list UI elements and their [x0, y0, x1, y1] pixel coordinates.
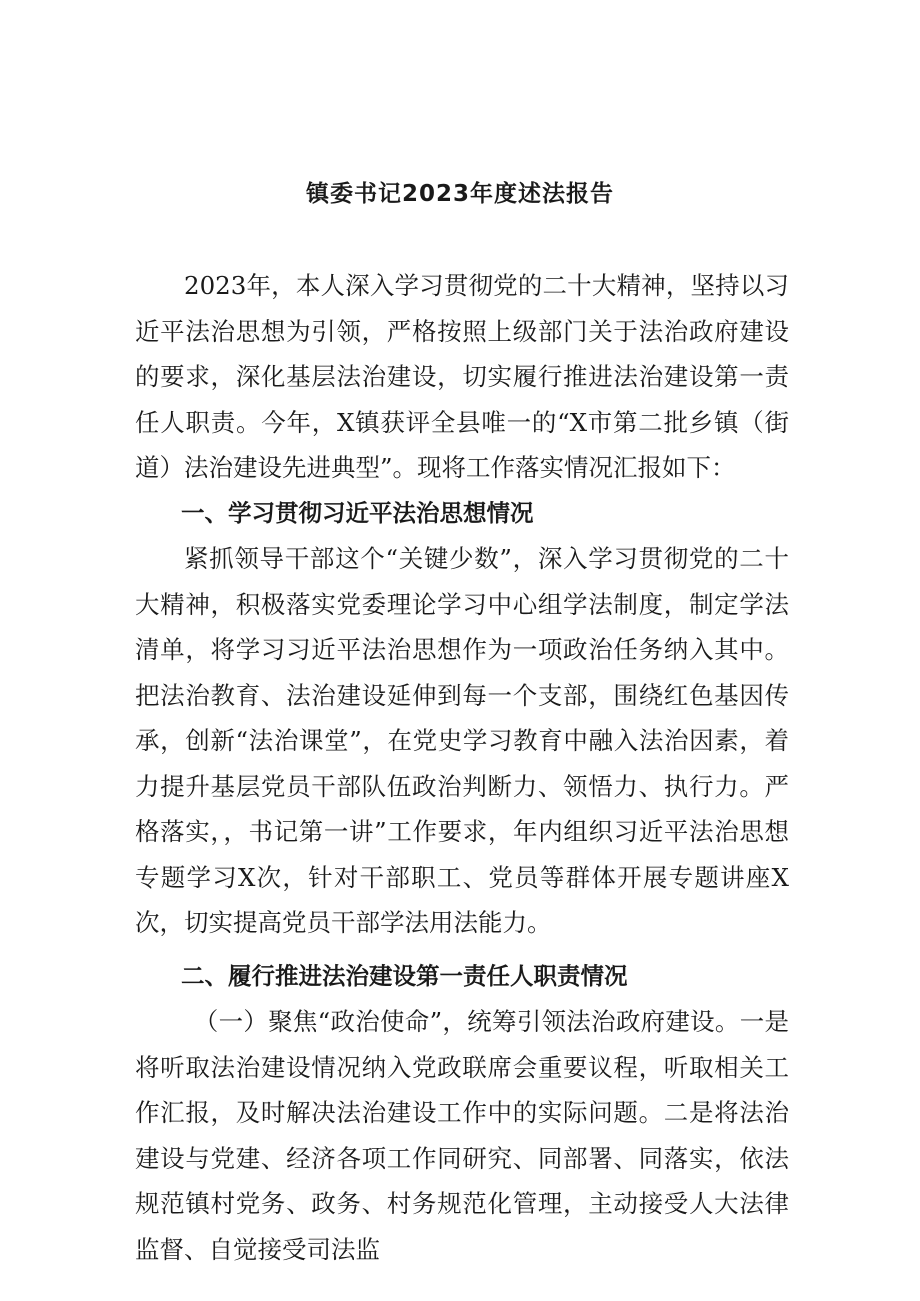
document-body — [135, 263, 789, 1272]
intro-paragraph: 2023年，本人深入学习贯彻党的二十大精神，坚持以习近平法治思想为引领，严格按照上级部门关于法治政府建设的要求，深化基层法治建设，切实履行推进法治建设第一责任人职责。今年，X镇获评全县唯一的“X市第二批乡镇（街道）法治建设先进典型”。现将工作落实情况汇报如下： — [135, 271, 789, 482]
section-2-heading: 二、履行推进法治建设第一责任人职责情况 — [181, 961, 628, 990]
document-title: 镇委书记2023年度述法报告 — [305, 181, 614, 207]
section-1-paragraph: 紧抓领导干部这个“关键少数”，深入学习贯彻党的二十大精神，积极落实党委理论学习中心组学法制度，制定学法清单，将学习习近平法治思想作为一项政治任务纳入其中。把法治教育、法治建设延伸到每一个支部，围绕红色基因传承，创新“法治课堂”，在党史学习教育中融入法治因素，着力提升基层党员干部队伍政治判断力、领悟力、执行力。严格落实，，书记第一讲”工作要求，年内组织习近平法治思想专题学习X次，针对干部职工、党员等群体开展专题讲座X次，切实提高党员干部学法用法能力。 — [135, 544, 789, 937]
section-1-heading: 一、学习贯彻习近平法治思想情况 — [181, 498, 534, 527]
section-2-paragraph: （一）聚焦“政治使命”，统筹引领法治政府建设。一是将听取法治建设情况纳入党政联席会重要议程，听取相关工作汇报，及时解决法治建设工作中的实际问题。二是将法治建设与党建、经济各项工作同研究、同部署、同落实，依法规范镇村党务、政务、村务规范化管理，主动接受人大法律监督、自觉接受司法监 — [135, 1007, 789, 1264]
